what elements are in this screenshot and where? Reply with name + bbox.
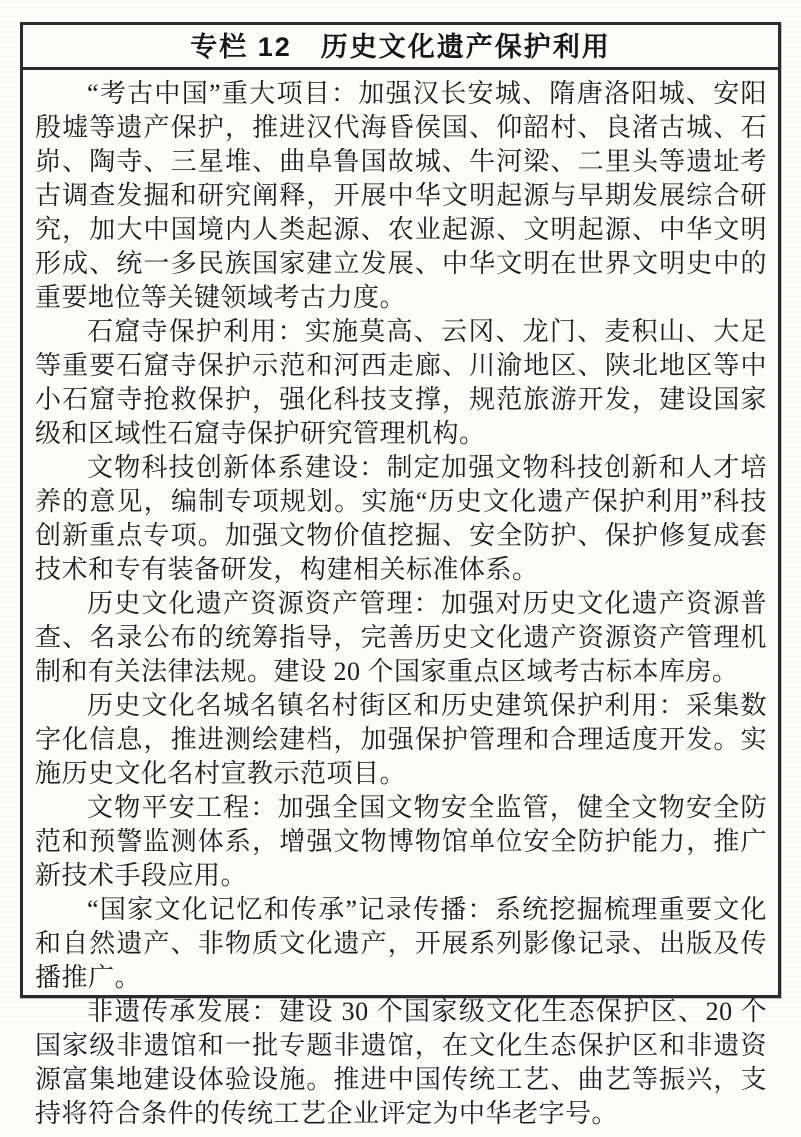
paragraph: “国家文化记忆和传承”记录传播：系统挖掘梳理重要文化和自然遗产、非物质文化遗产，开展系列影像记录、出版及传播推广。 <box>35 895 767 992</box>
paragraph: 文物科技创新体系建设：制定加强文物科技创新和人才培养的意见，编制专项规划。实施“历史文化遗产保护利用”科技创新重点专项。加强文物价值挖掘、安全防护、保护修复成套技术和专有装备研发，构建相关标准体系。 <box>35 453 767 584</box>
box-body <box>23 70 778 1137</box>
box-title: 专栏 12 历史文化遗产保护利用 <box>23 25 778 70</box>
paragraph: 文物平安工程：加强全国文物安全监管，健全文物安全防范和预警监测体系，增强文物博物馆单位安全防护能力，推广新技术手段应用。 <box>35 793 767 890</box>
paragraph: 石窟寺保护利用：实施莫高、云冈、龙门、麦积山、大足等重要石窟寺保护示范和河西走廊、川渝地区、陕北地区等中小石窟寺抢救保护，强化科技支撑，规范旅游开发，建设国家级和区域性石窟寺保护研究管理机构。 <box>35 317 767 448</box>
paragraph: 历史文化遗产资源资产管理：加强对历史文化遗产资源普查、名录公布的统筹指导，完善历史文化遗产资源资产管理机制和有关法律法规。建设 20 个国家重点区域考古标本库房。 <box>35 589 767 686</box>
paragraph: 非遗传承发展：建设 30 个国家级文化生态保护区、20 个国家级非遗馆和一批专题非遗馆，在文化生态保护区和非遗资源富集地建设体验设施。推进中国传统工艺、曲艺等振兴，支持将符合条件的传统工艺企业评定为中华老字号。 <box>35 997 767 1128</box>
paragraph: 历史文化名城名镇名村街区和历史建筑保护利用：采集数字化信息，推进测绘建档，加强保护管理和合理适度开发。实施历史文化名村宣教示范项目。 <box>35 691 767 788</box>
paragraph: “考古中国”重大项目：加强汉长安城、隋唐洛阳城、安阳殷墟等遗产保护，推进汉代海昏侯国、仰韶村、良渚古城、石峁、陶寺、三星堆、曲阜鲁国故城、牛河梁、二里头等遗址考古调查发掘和研究阐释，开展中华文明起源与早期发展综合研究，加大中国境内人类起源、农业起源、文明起源、中华文明形成、统一多民族国家建立发展、中华文明在世界文明史中的重要地位等关键领域考古力度。 <box>35 79 767 312</box>
column-box <box>20 22 781 1128</box>
